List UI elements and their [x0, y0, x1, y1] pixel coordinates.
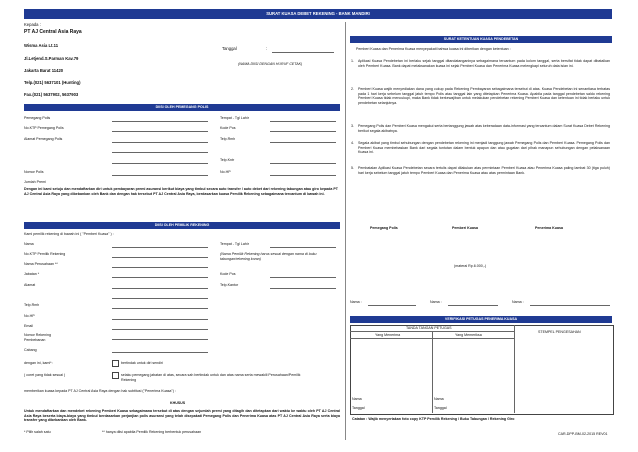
- ketentuan-item-3: Pemegang Polis dan Pemberi Kuasa mengakui serta bertanggung jawab atas keberadaan data-informasi yang tercantum dalam Surat Kuasa Debet Rekening berikut segala akibatnya.: [358, 124, 610, 133]
- jabatan-label: Jabatan *: [24, 272, 40, 276]
- khusus-heading: KHUSUS: [170, 401, 186, 405]
- ktp-pemilik-field[interactable]: [112, 257, 208, 258]
- khusus-paragraph: Untuk mendaftarkan dan mendebet rekening Pemberi Kuasa sebagaimana tersebut di atas dengan sejumlah premi yang ditagih dan ditetapkan dari waktu ke waktu oleh PT AJ Central Asia Raya beserta biaya-biaya yang timbul berdasarkan perjanjian polis asuransi yang telah disepakati Pemegang Polis dan Penerima Kuasa atas PT AJ Central Asia Raya serta biaya transfer yang dibebankan oleh Bank.: [24, 409, 340, 423]
- pemegang-polis-field[interactable]: [112, 121, 208, 122]
- nohp-field[interactable]: [270, 175, 336, 176]
- norek-label: Nomor Rekening Pembebanan: [24, 333, 51, 342]
- ktp-pemegang-label: No.KTP Pemegang Polis: [24, 126, 64, 130]
- ttd-petugas-label: TANDA TANGAN PETUGAS: [406, 326, 452, 330]
- opt2-text: selaku pemegang jabatan di atas, secara sah bertindak untuk dan atas nama serta mewakili Perusahaan/Pemilik Rekening: [121, 373, 301, 382]
- footnote-2: ** hanya diisi apabila Pemilik Rekening berbentuk perusahaan: [102, 430, 202, 434]
- ketentuan-num-4: 4.: [351, 141, 354, 145]
- ketentuan-bar: [350, 36, 612, 43]
- verif-nama-label-1: Nama: [352, 397, 362, 401]
- ketentuan-item-2: Pemberi Kuasa wajib menyediakan dana yang cukup pada Rekening Pembayaran sebagaimana tersebut di atas. Kuasa Pendebetan ini senantiasa terbatas pada 1 hari kerja sebelum tanggal jatuh tempo Polis atau tanggal lain yang ditetapkan Penerima Kuasa. Apabila pada tanggal pendebetan saldo rekening Pemberi Kuasa tidak mencukupi, maka Bank tidak berkewajiban untuk melakukan pendebetan rekening Pemberi Kuasa dan ketentuan ini tidak berlaku untuk pendebetan selanjutnya.: [358, 87, 610, 105]
- verif-nama-label-2: Nama: [434, 397, 444, 401]
- section-pemegang-paragraph: Dengan ini kami setuju dan mendaftarkan diri untuk pembayaran premi asuransi berikut biaya yang timbul secara auto transfer / auto debet dari rekening tabungan atau giro kepada PT AJ Central Asia Raya yang dibebankan oleh Bank dan dengan hak tersebut PT AJ Central Asia Raya, berdasarkan kuasa Pemilik Rekening sebagaimana tercantum di bawah ini.: [24, 187, 338, 196]
- ketentuan-intro: Pemberi Kuasa dan Penerima Kuasa menyepakati bahwa kuasa ini diberikan dengan ketentuan :: [356, 47, 511, 51]
- verifikasi-col-1: [432, 331, 433, 413]
- tanggal-field[interactable]: [272, 52, 334, 53]
- recipient-address-2: Jl.Letjend.S.Parman Kav.79: [24, 56, 79, 61]
- recipient-address-4: Telp.(021) 5637101 (Hunting): [24, 80, 81, 85]
- section-pemilik-bar: [24, 222, 340, 229]
- tempat-lahir-field[interactable]: [270, 121, 336, 122]
- verifikasi-bar: [350, 316, 612, 323]
- ketentuan-num-2: 2.: [351, 87, 354, 91]
- sig-pemegang-label: Pemegang Polis: [370, 226, 398, 230]
- section-pemilik-title: DIISI OLEH PEMILIK REKENING: [154, 223, 210, 227]
- alamat-pemegang-field-2[interactable]: [112, 152, 208, 153]
- alamat-pemegang-label: Alamat Pemegang Polis: [24, 137, 63, 141]
- ktp-pemilik-label: No.KTP Pemilik Rekening: [24, 252, 66, 256]
- telp-rmh2-label: Telp.Rmh: [24, 303, 40, 307]
- yang-menerima-label: Yang Menerima: [375, 333, 401, 337]
- recipient-kepada: Kepada :: [24, 22, 41, 27]
- form-title-bar: [24, 9, 612, 19]
- tempat2-field[interactable]: [270, 247, 336, 248]
- verif-tanggal-label-1: Tanggal: [352, 406, 365, 410]
- pemilik-intro: Kami pemilik rekening di bawah ini ( "Pemberi Kuasa" ) :: [24, 232, 114, 236]
- opt1-checkbox[interactable]: [112, 360, 119, 367]
- nama-label: Nama: [24, 242, 34, 246]
- column-divider: [345, 22, 346, 440]
- recipient-address-3: Jakarta Barat 11420: [24, 68, 64, 73]
- alamat-pemegang-field-3[interactable]: [112, 163, 208, 164]
- nama-field[interactable]: [112, 247, 208, 248]
- note-nama-pemilik: (Nama Pemilik Rekening harus sesuai dengan nama di buku tabungan/rekening koran): [220, 252, 317, 261]
- telp-rmh-field[interactable]: [270, 142, 336, 143]
- email-label: Email: [24, 324, 33, 328]
- sig-nama-label-3: Nama :: [512, 300, 524, 304]
- tanggal-colon: :: [266, 46, 268, 51]
- ktp-pemegang-field[interactable]: [112, 131, 208, 132]
- section-pemegang-bar: [24, 104, 340, 111]
- alamat-pemilik-field-2[interactable]: [112, 298, 208, 299]
- sig-penerima-label: Penerima Kuasa: [535, 226, 563, 230]
- norek-field[interactable]: [112, 339, 208, 340]
- perusahaan-label: Nama Perusahaan **: [24, 262, 58, 266]
- verifikasi-title: VERIFIKASI PETUGAS PENERIMA KUASA: [444, 317, 518, 321]
- tanggal-label: Tanggal: [222, 46, 237, 51]
- form-title: SURAT KUASA DEBET REKENING - BANK MANDIRI: [266, 11, 370, 16]
- opt2-label: ( coret yang tidak sesuai ): [24, 373, 66, 377]
- ketentuan-num-3: 3.: [351, 124, 354, 128]
- email-field[interactable]: [112, 329, 208, 330]
- beri-kuasa-text: memberikan kuasa kepada PT AJ Central Asia Raya dengan hak subtitusi ("Penerima Kuasa") :: [24, 389, 176, 393]
- jumlah-premi-label: Jumlah Premi: [24, 180, 46, 184]
- opt1-text: bertindak untuk diri sendiri: [121, 361, 163, 365]
- telp-rmh-label: Telp.Rmh: [220, 137, 236, 141]
- nomor-polis-label: Nomor Polis: [24, 170, 44, 174]
- catatan-text: Catatan : Wajib menyertakan foto copy KTP Pemilik Rekening / Buku Tabungan / Rekening Giro: [352, 417, 515, 421]
- nohp-label: No.HP: [220, 170, 231, 174]
- tempat-lahir-label: Tempat - Tgl Lahir: [220, 116, 249, 120]
- ketentuan-num-5: 5.: [351, 166, 354, 170]
- cabang-label: Cabang: [24, 348, 37, 352]
- telp-kntr-label: Telp.Kntr: [220, 158, 235, 162]
- sig-nama-label-2: Nama :: [430, 300, 442, 304]
- telp-kntr2-field[interactable]: [270, 288, 336, 289]
- sig-pemberi-label: Pemberi Kuasa: [452, 226, 478, 230]
- date-hint: (NAMA DIISI DENGAN HURUF CETAK): [238, 62, 303, 66]
- recipient-address-5: Fax.(021) 5637902, 5637903: [24, 92, 79, 97]
- materai-note: (materai Rp.6.000,-): [454, 264, 487, 268]
- telp-kntr-field[interactable]: [270, 163, 336, 164]
- opt2-checkbox[interactable]: [112, 372, 119, 379]
- recipient-address-1: Wisma Asia Lt.11: [24, 43, 59, 48]
- ketentuan-title: SURAT KETENTUAN KUASA PENDEBETAN: [443, 37, 519, 41]
- kode-pos2-field[interactable]: [270, 277, 336, 278]
- tempat2-label: Tempat - Tgl Lahir: [220, 242, 249, 246]
- sig-nama-label-1: Nama :: [350, 300, 362, 304]
- footnote-1: * Pilih salah satu: [24, 430, 51, 434]
- verif-tanggal-label-2: Tanggal: [434, 406, 447, 410]
- alamat-pemilik-label: Alamat: [24, 283, 36, 287]
- ketentuan-item-5: Pembatalan Aplikasi Kuasa Pendebetan secara tertulis dapat dilakukan atas permintaan Pemberi Kuasa atau Penerima Kuasa paling lambat 30 (tiga puluh) hari kerja sebelum tanggal jatuh tempo Pemberi Kuasa dan Penerima Kuasa atau atas permintaan Bank.: [358, 166, 610, 175]
- kode-pos-field[interactable]: [270, 131, 336, 132]
- nohp2-label: No.HP: [24, 314, 35, 318]
- form-code: CAR-DPP-BM-02-2015 REV01: [558, 432, 608, 436]
- cabang-field[interactable]: [112, 352, 208, 353]
- ketentuan-item-1: Aplikasi Kuasa Pendebetan ini berlaku sejak tanggal ditandatanganinya sebagaimana tercantum pada kolom tanggal, serta bersifat tidak dapat dibatalkan oleh Pemberi Kuasa. Bank dapat melaksanakan kuasa ini sejak Pemberi Kuasa dan Penerima Kuasa melengkapi seluruh data isian ini.: [358, 59, 610, 68]
- alamat-pemegang-field-1[interactable]: [112, 142, 208, 143]
- verifikasi-col-2: [514, 325, 515, 413]
- nomor-polis-field[interactable]: [112, 175, 208, 176]
- ketentuan-item-4: Segala akibat yang timbul sehubungan dengan pendebetan rekening ini menjadi tanggung jawab Pemegang Polis dan Pemberi Kuasa. Pemegang Polis dan Pemberi Kuasa membebaskan Bank dari segala tuntutan dalam bentuk apapun dan atau gugatan dari pihak manapun sehubungan dengan pelaksanaan Kuasa ini.: [358, 141, 610, 155]
- pemegang-polis-label: Pemegang Polis: [24, 116, 51, 120]
- section-pemegang-title: DIISI OLEH PEMEGANG POLIS: [155, 105, 209, 109]
- sig-nama-field-3[interactable]: [530, 305, 610, 306]
- dengan-label: dengan ini, kami*:: [24, 361, 53, 365]
- telp-rmh2-field[interactable]: [112, 308, 208, 309]
- kode-pos2-label: Kode Pos: [220, 272, 236, 276]
- nohp2-field[interactable]: [112, 319, 208, 320]
- perusahaan-field[interactable]: [112, 267, 208, 268]
- ketentuan-num-1: 1.: [351, 59, 354, 63]
- recipient-company: PT AJ Central Asia Raya: [24, 29, 82, 35]
- sig-nama-field-1[interactable]: [368, 305, 416, 306]
- telp-kntr2-label: Telp.Kantor: [220, 283, 239, 287]
- jabatan-field[interactable]: [112, 277, 208, 278]
- stempel-label: STEMPEL PENGESAHAN: [538, 330, 581, 334]
- yang-memeriksa-label: Yang Memeriksa: [455, 333, 482, 337]
- sig-nama-field-2[interactable]: [448, 305, 498, 306]
- kode-pos-label: Kode Pos: [220, 126, 236, 130]
- alamat-pemilik-field-1[interactable]: [112, 288, 208, 289]
